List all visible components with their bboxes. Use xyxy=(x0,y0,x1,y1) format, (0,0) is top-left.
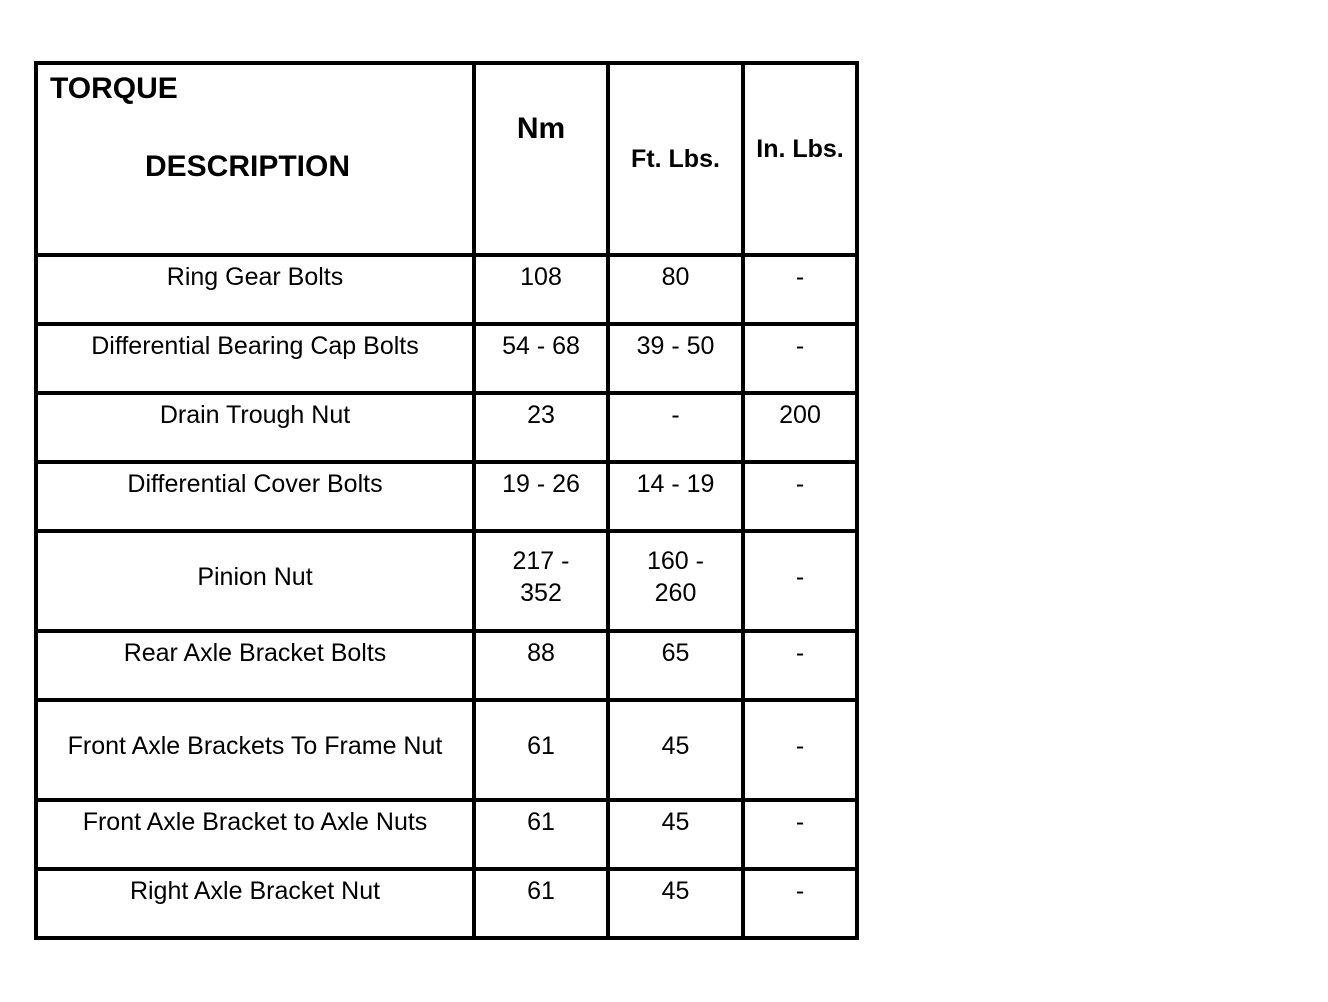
ft-lbs-cell: 45 xyxy=(608,700,743,800)
in-lbs-cell: - xyxy=(743,869,857,938)
nm-cell: 61 xyxy=(474,800,608,869)
description-column-header xyxy=(36,63,474,255)
nm-cell: 88 xyxy=(474,631,608,700)
ft-lbs-column-header: Ft. Lbs. xyxy=(608,63,743,255)
ft-lbs-cell: 45 xyxy=(608,869,743,938)
table-row xyxy=(36,631,857,700)
nm-cell: 54 - 68 xyxy=(474,324,608,393)
description-cell: Drain Trough Nut xyxy=(36,393,474,462)
description-cell: Differential Bearing Cap Bolts xyxy=(36,324,474,393)
in-lbs-cell: - xyxy=(743,800,857,869)
table-row xyxy=(36,531,857,631)
torque-heading: TORQUE xyxy=(50,72,178,105)
in-lbs-cell: - xyxy=(743,255,857,324)
in-lbs-cell: 200 xyxy=(743,393,857,462)
in-lbs-cell: - xyxy=(743,631,857,700)
table-header-row xyxy=(36,63,857,255)
in-lbs-cell: - xyxy=(743,531,857,631)
nm-cell: 217 - 352 xyxy=(474,531,608,631)
ft-lbs-cell: - xyxy=(608,393,743,462)
in-lbs-cell: - xyxy=(743,462,857,531)
nm-cell: 108 xyxy=(474,255,608,324)
ft-lbs-cell: 14 - 19 xyxy=(608,462,743,531)
description-cell: Right Axle Bracket Nut xyxy=(36,869,474,938)
description-heading: DESCRIPTION xyxy=(145,150,351,183)
nm-cell: 61 xyxy=(474,700,608,800)
table-row xyxy=(36,869,857,938)
in-lbs-column-header: In. Lbs. xyxy=(743,63,857,255)
in-lbs-cell: - xyxy=(743,700,857,800)
table-row xyxy=(36,393,857,462)
description-cell: Front Axle Bracket to Axle Nuts xyxy=(36,800,474,869)
in-lbs-cell: - xyxy=(743,324,857,393)
description-cell: Differential Cover Bolts xyxy=(36,462,474,531)
table-row xyxy=(36,800,857,869)
table-row xyxy=(36,324,857,393)
ft-lbs-cell: 45 xyxy=(608,800,743,869)
description-cell: Rear Axle Bracket Bolts xyxy=(36,631,474,700)
table-row xyxy=(36,462,857,531)
nm-cell: 23 xyxy=(474,393,608,462)
ft-lbs-cell: 160 - 260 xyxy=(608,531,743,631)
ft-lbs-cell: 39 - 50 xyxy=(608,324,743,393)
ft-lbs-cell: 65 xyxy=(608,631,743,700)
torque-spec-table xyxy=(34,61,859,940)
table-row xyxy=(36,700,857,800)
ft-lbs-cell: 80 xyxy=(608,255,743,324)
description-cell: Front Axle Brackets To Frame Nut xyxy=(36,700,474,800)
nm-cell: 19 - 26 xyxy=(474,462,608,531)
table-row xyxy=(36,255,857,324)
nm-column-header: Nm xyxy=(474,63,608,255)
description-cell: Pinion Nut xyxy=(36,531,474,631)
description-cell: Ring Gear Bolts xyxy=(36,255,474,324)
nm-cell: 61 xyxy=(474,869,608,938)
